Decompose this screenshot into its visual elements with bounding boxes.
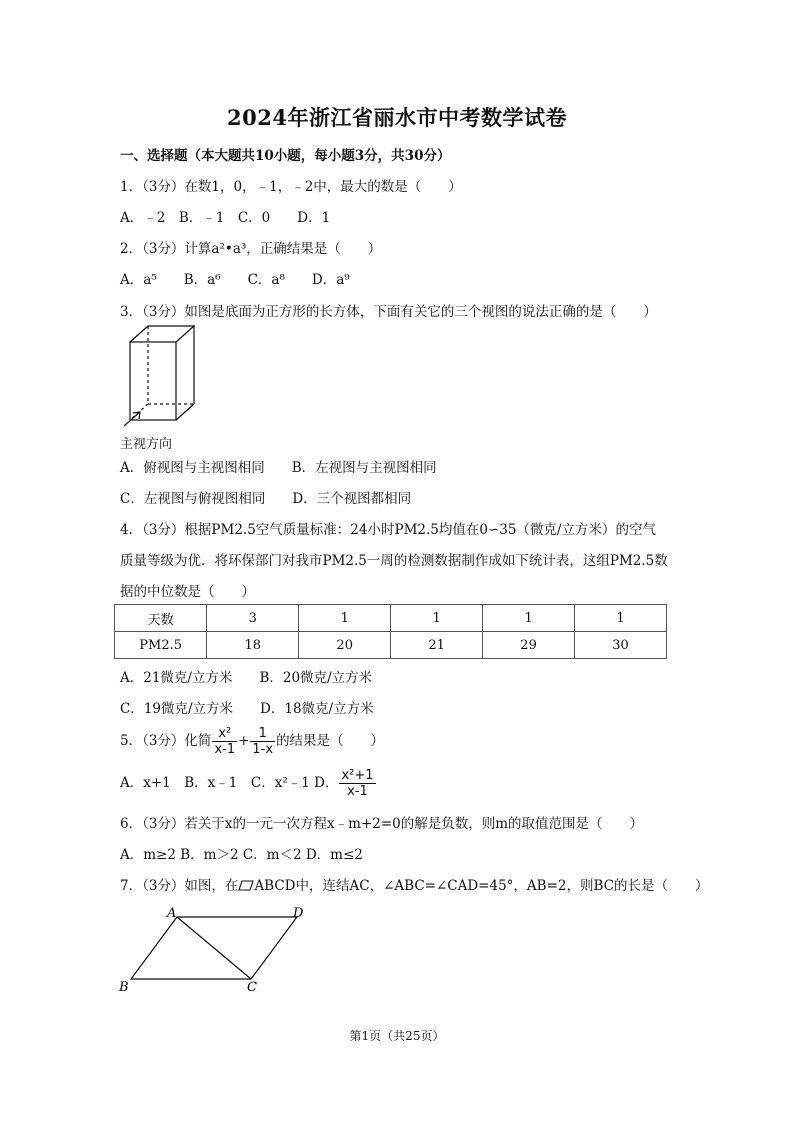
- parallelogram-figure: [115, 905, 315, 997]
- question-4-options-ab: A．21微克/立方米 B．20微克/立方米: [120, 670, 373, 686]
- question-5-prefix: 5．（3分）化简: [120, 733, 212, 749]
- question-5-options: [120, 768, 377, 799]
- table-cell: 29: [483, 632, 575, 659]
- question-4-line-3: 据的中位数是（ ）: [120, 584, 255, 600]
- table-cell: 18: [207, 632, 299, 659]
- table-cell: 1: [299, 605, 391, 632]
- question-4-line-2: 质量等级为优．将环保部门对我市PM2.5一周的检测数据制作成如下统计表，这组PM2.5数: [120, 553, 668, 569]
- table-cell: 1: [391, 605, 483, 632]
- question-7-stem-post: ABCD中，连结AC，∠ABC=∠CAD=45°，AB=2，则BC的长是（ ）: [254, 878, 709, 894]
- question-2-options: A．a⁵ B．a⁶ C．a⁸ D．a⁹: [120, 272, 350, 288]
- question-7-stem: [120, 877, 709, 895]
- table-cell: 20: [299, 632, 391, 659]
- point-label-d: D: [293, 906, 304, 921]
- section-heading: 一、选择题（本大题共10小题，每小题3分，共30分）: [120, 148, 451, 164]
- parallelogram-icon: [238, 880, 254, 891]
- cuboid-top-face: [130, 326, 194, 342]
- question-2-stem: 2．（3分）计算a²•a³，正确结果是（ ）: [120, 241, 382, 257]
- question-5-options-text: A．x+1 B．x﹣1 C．x²﹣1 D．: [120, 775, 339, 791]
- table-row: [115, 605, 667, 632]
- fraction-x2-over-x-1: $\frac{\text{x²}}{x-1}$: [214, 726, 236, 757]
- table-cell: PM2.5: [115, 632, 207, 659]
- cuboid-figure: [118, 322, 198, 432]
- question-4-options-cd: C．19微克/立方米 D．18微克/立方米: [120, 701, 374, 717]
- page-title: 2024年浙江省丽水市中考数学试卷: [227, 105, 567, 130]
- table-cell: 1: [483, 605, 575, 632]
- fraction-option-d: $\frac{\text{x²+1}}{x-1}$: [341, 768, 374, 799]
- question-3-options-ab: A．俯视图与主视图相同 B．左视图与主视图相同: [120, 460, 437, 476]
- question-6-stem: 6．（3分）若关于x的一元一次方程x﹣m+2=0的解是负数，则m的取值范围是（ ）: [120, 816, 644, 832]
- table-row: [115, 632, 667, 659]
- point-label-b: B: [119, 980, 129, 995]
- table-cell: 天数: [115, 605, 207, 632]
- table-cell: 21: [391, 632, 483, 659]
- fraction-1-over-1-x: $\frac{1}{1-x}$: [252, 726, 274, 757]
- question-5-stem: [120, 726, 384, 757]
- question-7-stem-pre: 7．（3分）如图，在: [120, 878, 239, 894]
- diagonal-ac: [177, 917, 251, 979]
- question-1-options: A．﹣2 B．﹣1 C．0 D．1: [120, 210, 331, 226]
- point-label-a: A: [167, 906, 177, 921]
- table-cell: 1: [575, 605, 667, 632]
- question-3-stem: 3．（3分）如图是底面为正方形的长方体，下面有关它的三个视图的说法正确的是（ ）: [120, 304, 657, 320]
- page-footer: 第1页（共25页）: [349, 1029, 445, 1043]
- cuboid-front-face: [130, 342, 176, 420]
- question-5-suffix: 的结果是（ ）: [276, 733, 385, 749]
- figure-caption: 主视方向: [120, 437, 173, 452]
- question-6-options: A．m≥2 B．m＞2 C．m＜2 D．m≤2: [120, 847, 363, 863]
- table-cell: 30: [575, 632, 667, 659]
- question-4-line-1: 4．（3分）根据PM2.5空气质量标准：24小时PM2.5均值在0∽35（微克/立方米）的空气: [120, 522, 656, 538]
- table-cell: 3: [207, 605, 299, 632]
- plus-sign: +: [238, 733, 250, 749]
- question-3-options-cd: C．左视图与俯视图相同 D．三个视图都相同: [120, 491, 412, 507]
- pm25-table: [114, 604, 667, 659]
- question-1-stem: 1．（3分）在数1，0，﹣1，﹣2中，最大的数是（ ）: [120, 179, 462, 195]
- point-label-c: C: [247, 980, 257, 995]
- view-direction-arrow: [124, 412, 140, 426]
